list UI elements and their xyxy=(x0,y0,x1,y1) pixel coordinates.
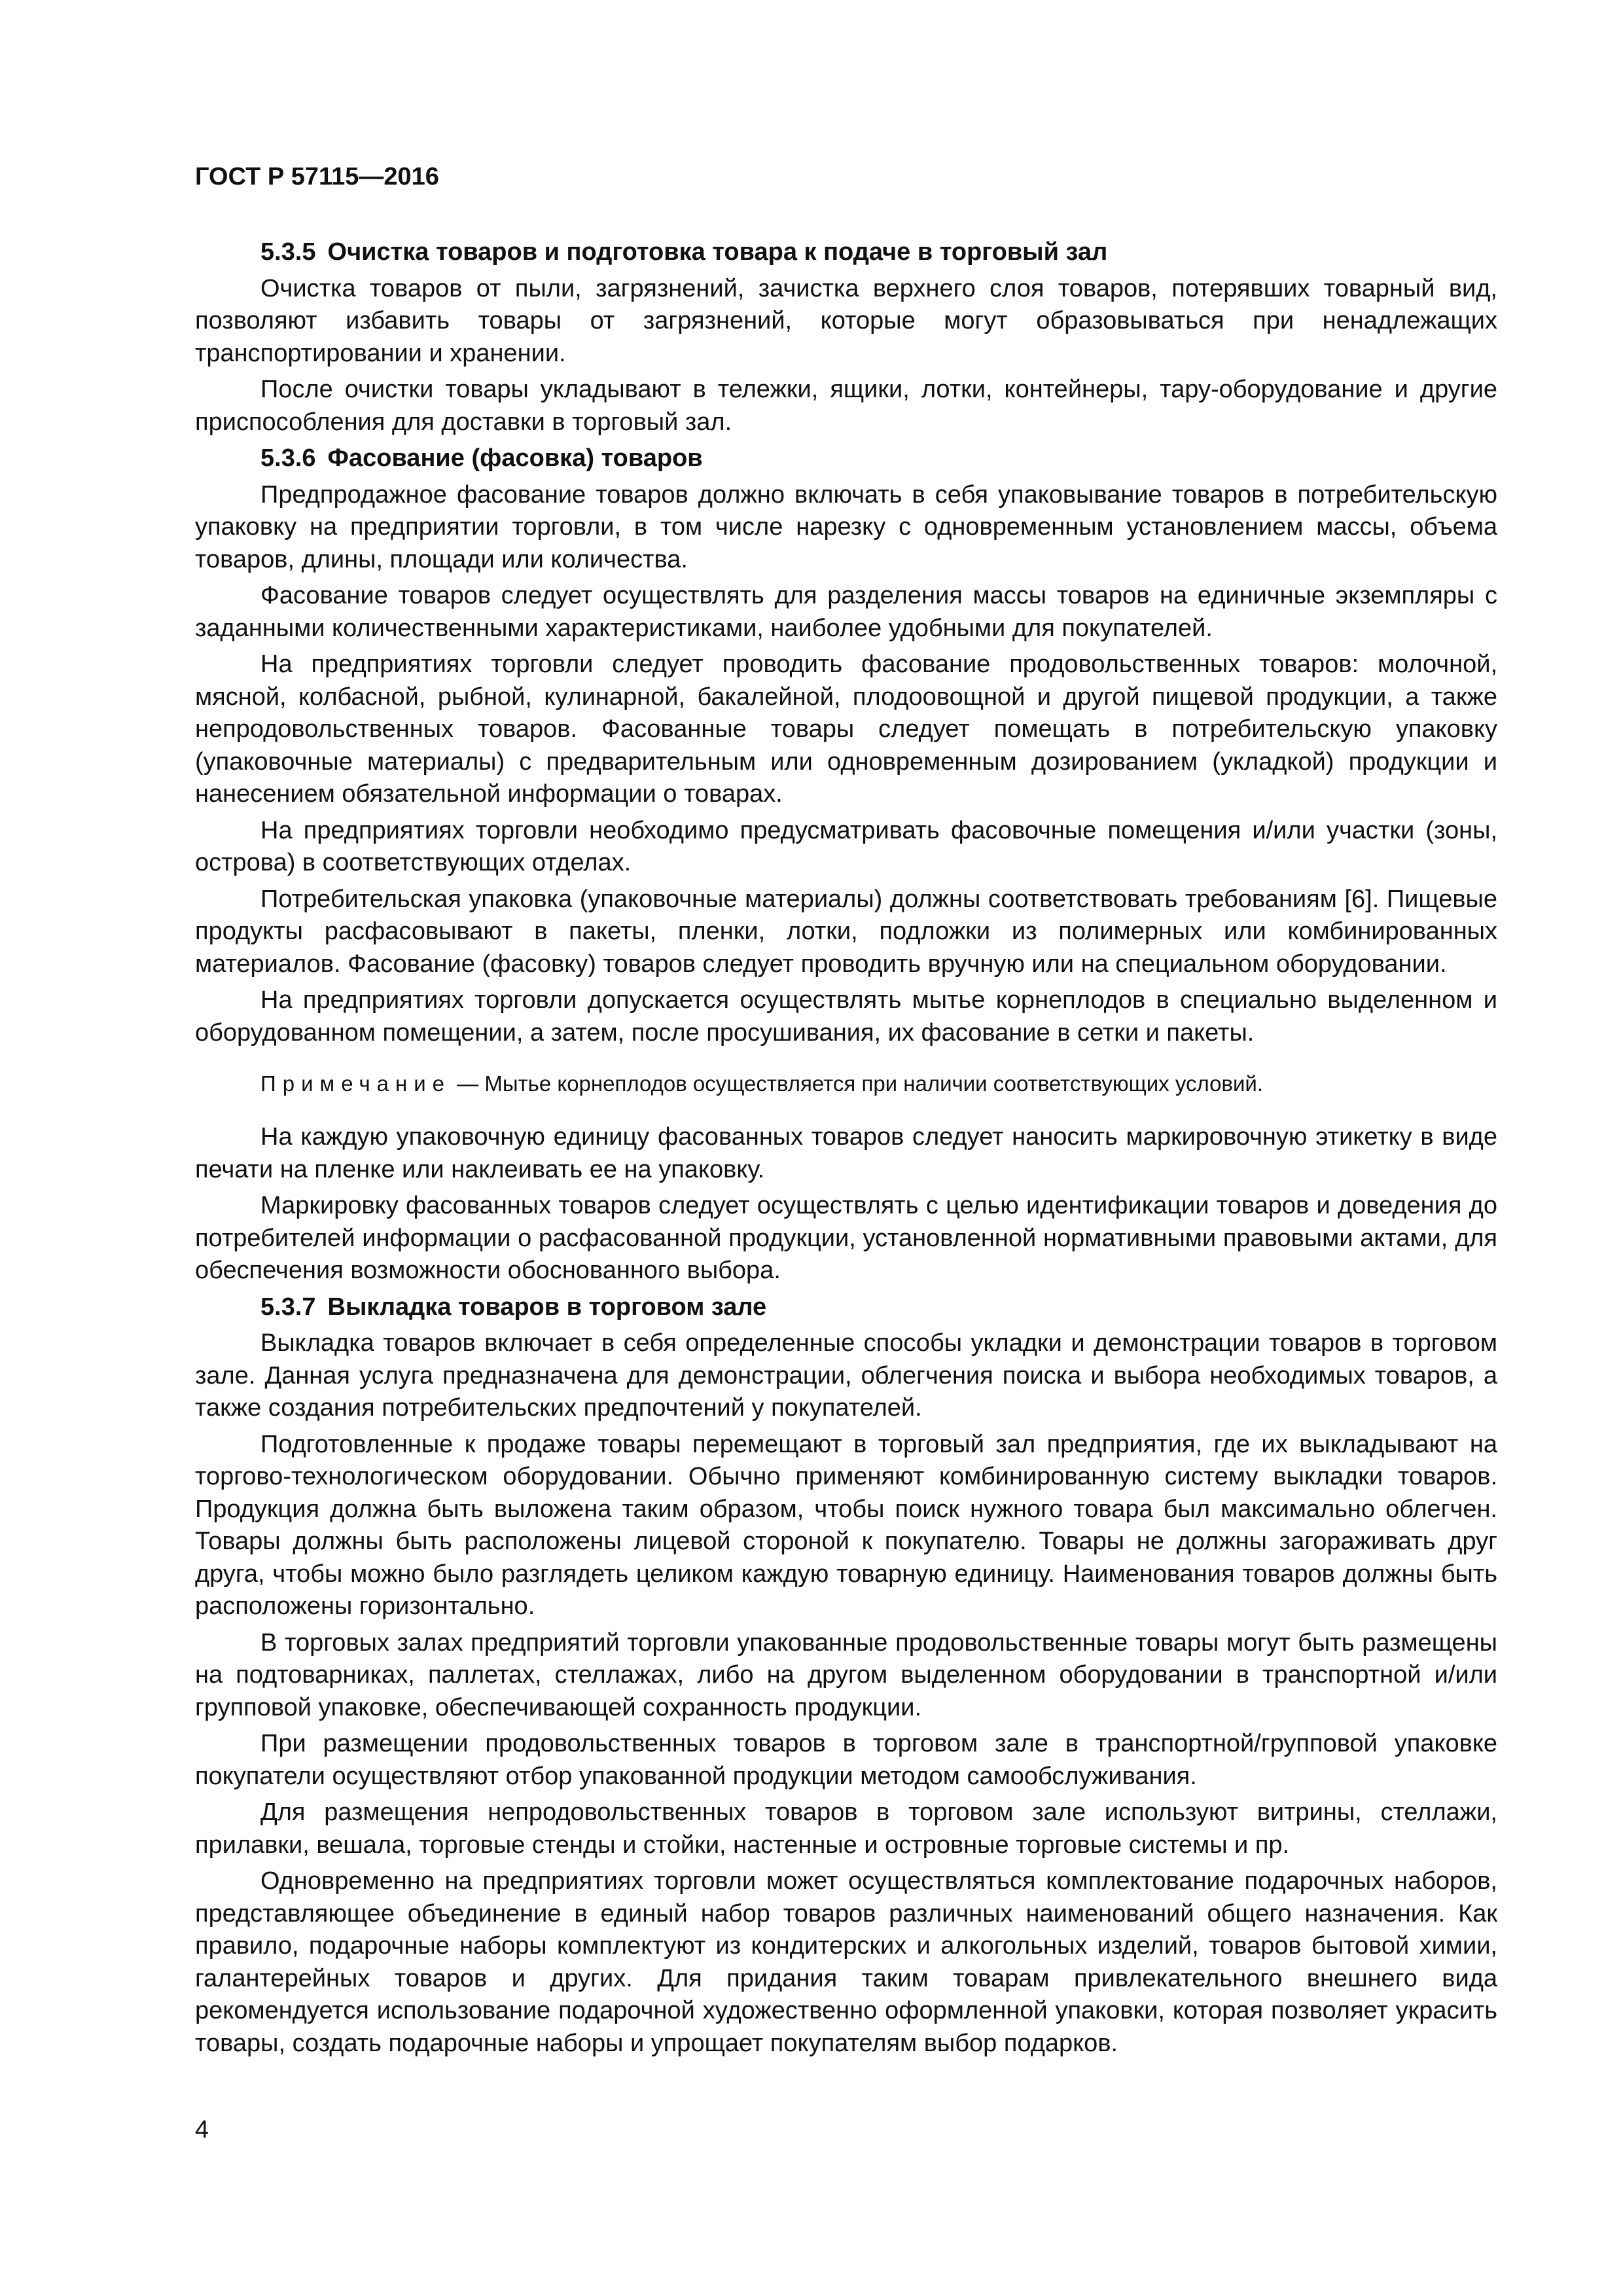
document-code-header: ГОСТ Р 57115—2016 xyxy=(195,163,439,190)
paragraph: При размещении продовольственных товаров в торговом зале в транспортной/групповой упаковке покупатели осуществляют отбор упакованной продукции методом самообслуживания. xyxy=(195,1730,1497,1790)
paragraph: После очистки товары укладывают в тележки, ящики, лотки, контейнеры, тару-оборудование и другие приспособления для доставки в торговый зал. xyxy=(195,376,1497,436)
section-heading-5-3-5 xyxy=(195,236,1497,269)
paragraph: На предприятиях торговли следует проводить фасование продовольственных товаров: молочной, мясной, колбасной, рыбной, кулинарной, бакалейной, плодоовощной и другой пищевой продукции, а также непродовольственных товаров. Фасованные товары следует помещать в потребительскую упаковку (упаковочные материалы) с предварительным или одновременным дозированием (укладкой) продукции и нанесением обязательной информации о товарах. xyxy=(195,651,1497,808)
page-number: 4 xyxy=(195,2116,209,2144)
section-title: Фасование (фасовка) товаров xyxy=(327,444,703,472)
note-label: Примечание xyxy=(260,1071,452,1096)
section-number: 5.3.6 xyxy=(260,444,316,472)
paragraph: На предприятиях торговли необходимо предусматривать фасовочные помещения и/или участки (зоны, острова) в соответствующих отделах. xyxy=(195,816,1497,876)
paragraph: Предпродажное фасование товаров должно включать в себя упаковывание товаров в потребительскую упаковку на предприятии торговли, в том числе нарезку с одновременным установлением массы, объема товаров, длины, площади или количества. xyxy=(195,480,1497,573)
section-title: Выкладка товаров в торговом зале xyxy=(327,1293,767,1321)
paragraph: На предприятиях торговли допускается осуществлять мытье корнеплодов в специально выделенном и оборудованном помещении, а затем, после просушивания, их фасование в сетки и пакеты. xyxy=(195,986,1497,1047)
note xyxy=(195,1069,1497,1099)
paragraph: Потребительская упаковка (упаковочные материалы) должны соответствовать требованиям [6]. Пищевые продукты расфасовывают в пакеты, пленки, лотки, подложки из полимерных или комбинированных материалов. Фасование (фасовку) товаров следует проводить вручную или на специальном оборудовании. xyxy=(195,885,1497,978)
section-heading-5-3-6 xyxy=(195,442,1497,475)
section-title: Очистка товаров и подготовка товара к подаче в торговый зал xyxy=(327,238,1108,266)
paragraph: Очистка товаров от пыли, загрязнений, зачистка верхнего слоя товаров, потерявших товарный вид, позволяют избавить товары от загрязнений, которые могут образовываться при ненадлежащих транспортировании и хранении. xyxy=(195,274,1497,367)
document-body xyxy=(195,232,1497,2064)
paragraph: Подготовленные к продаже товары перемещают в торговый зал предприятия, где их выкладывают на торгово-технологическом оборудовании. Обычно применяют комбинированную систему выкладки товаров. Продукция должна быть выложена таким образом, чтобы поиск нужного товара был максимально облегчен. Товары должны быть расположены лицевой стороной к покупателю. Товары не должны загораживать друг друга, чтобы можно было разглядеть целиком каждую товарную единицу. Наименования товаров должны быть расположены горизонтально. xyxy=(195,1430,1497,1620)
paragraph: В торговых залах предприятий торговли упакованные продовольственные товары могут быть размещены на подтоварниках, паллетах, стеллажах, либо на другом выделенном оборудовании в транспортной и/или групповой упаковке, обеспечивающей сохранность продукции. xyxy=(195,1628,1497,1721)
paragraph: Одновременно на предприятиях торговли может осуществляться комплектование подарочных наборов, представляющее объединение в единый набор товаров различных наименований общего назначения. Как правило, подарочные наборы комплектуют из кондитерских и алкогольных изделий, товаров бытовой химии, галантерейных товаров и других. Для придания таким товарам привлекательного внешнего вида рекомендуется использование подарочной художественно оформленной упаковки, которая позволяет украсить товары, создать подарочные наборы и упрощает покупателям выбор подарков. xyxy=(195,1867,1497,2057)
section-heading-5-3-7 xyxy=(195,1291,1497,1324)
paragraph: На каждую упаковочную единицу фасованных товаров следует наносить маркировочную этикетку в виде печати на пленке или наклеивать ее на упаковку. xyxy=(195,1123,1497,1183)
section-number: 5.3.7 xyxy=(260,1293,316,1321)
paragraph: Фасование товаров следует осуществлять для разделения массы товаров на единичные экземпляры с заданными количественными характеристиками, наиболее удобными для покупателей. xyxy=(195,582,1497,642)
paragraph: Маркировку фасованных товаров следует осуществлять с целью идентификации товаров и доведения до потребителей информации о расфасованной продукции, установленной нормативными правовыми актами, для обеспечения возможности обоснованного выбора. xyxy=(195,1192,1497,1284)
section-number: 5.3.5 xyxy=(260,238,316,266)
paragraph: Для размещения непродовольственных товаров в торговом зале используют витрины, стеллажи, прилавки, вешала, торговые стенды и стойки, настенные и островные торговые системы и пр. xyxy=(195,1799,1497,1859)
paragraph: Выкладка товаров включает в себя определенные способы укладки и демонстрации товаров в торговом зале. Данная услуга предназначена для демонстрации, облегчения поиска и выбора необходимых товаров, а также создания потребительских предпочтений у покупателей. xyxy=(195,1329,1497,1422)
note-text: — Мытье корнеплодов осуществляется при наличии соответствующих условий. xyxy=(457,1071,1263,1096)
